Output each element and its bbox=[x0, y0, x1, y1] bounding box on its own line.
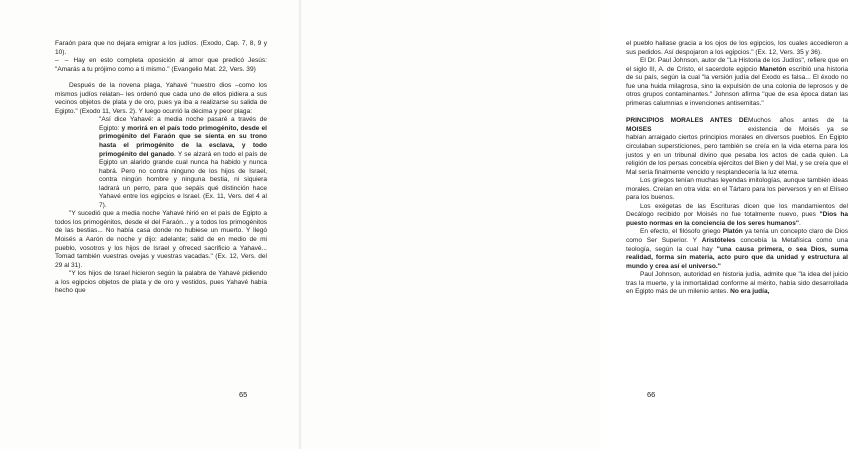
section-heading: PRINCIPIOS MORALES ANTES DE MOISES bbox=[626, 117, 748, 133]
silver-gold-paragraph: "Y los hijos de Israel hicieron según la palabra de Yahavé pidiendo a los egipcios objetos de plata y de oro y vestidos, pues Yahavé había hecho que bbox=[55, 270, 267, 295]
left-page bbox=[0, 0, 300, 449]
exegetes-end: . bbox=[799, 219, 801, 227]
page-number-left: 65 bbox=[239, 390, 248, 399]
tenth-plague-start: "Así dice Yahavé: a media noche pasaré a través de Egipto: bbox=[99, 116, 267, 132]
platon-middle: ya tenía un concepto claro de Dios como Ser Superior. Y bbox=[626, 228, 848, 245]
quote-text: Hay en esto completa oposición al amor que predicó Jesús: "Amarás a tu prójimo como a ti mismo." (Evangelio Mat. 22, Vers. 39) bbox=[55, 57, 267, 73]
quote-dash: – – bbox=[55, 57, 70, 65]
manethon-name: Manetón bbox=[759, 65, 787, 73]
tenth-plague-end: . Y se alzará en todo el país de Egipto un alarido grande cual nunca ha habido y nunca habrá. Pero no contra ninguno de los hijos de Israel, contra ningún hombre y ninguna bestia, ni siquiera ladrará un perro, para que sepáis qué distinción hace Yahavé entre los egipcios e Israel. (Ex. 11, Vers. del 4 al 7). bbox=[99, 150, 267, 209]
greeks-paragraph: Los griegos tenían muchas leyendas imitologías, aunque también ideas morales. Creían en otra vida: en el Tártaro para los perversos y en el Elíseo para los buenos. bbox=[626, 177, 848, 202]
aristoteles-name: Aristóteles bbox=[701, 237, 736, 245]
left-page-text bbox=[55, 40, 267, 296]
section-text: Muchos años antes de la existencia de Moisés ya se habían arraigado ciertos principios morales en diversos pueblos. En Egipto circulaban supersticiones, pero también se creía en la vida eterna para los justos y en un tribunal divino que pesaba los actos de cada quien. La religión de los persas concebía ejércitos del Bien y del Mal, y se creía que el Mal sería finalmente vencido y resplandecería la luz eterna. bbox=[626, 117, 848, 176]
jesus-quote bbox=[55, 57, 267, 74]
platon-theology: concebía la Metafísica como una teología, según la cual hay bbox=[626, 237, 848, 253]
johnson-egypt-paragraph bbox=[626, 271, 848, 297]
johnson-suffix: escribió una historia de su país, según la cual "la versión judía del Exodo es falsa... El éxodo no fue una huida milagrosa, sino la expulsión de una colonia de leprosos y de otros grupos contaminantes." Johnson afirma "que de esa época datan las primeras calumnias e invenciones antisemitas." bbox=[626, 65, 848, 107]
exegetes-start: Los exégetas de las Escrituras dicen que los mandamientos del Decálogo recibido por Moisés no fue totalmente nuevo, pues bbox=[626, 202, 848, 219]
ninth-plague-paragraph bbox=[55, 82, 267, 116]
tenth-plague-quote bbox=[55, 116, 267, 210]
right-page bbox=[300, 0, 848, 449]
johnson-paragraph bbox=[626, 57, 848, 108]
platon-intro: En efecto, el filósofo griego bbox=[640, 228, 721, 236]
firstborn-paragraph: "Y sucedió que a media noche Yahavé hirió en el país de Egipto a todos los primogénitos, desde el del Faraón... y a todos los primogénitos de las bestias... No había casa donde no hubiese un muerto. Y llegó Moisés a Aarón de noche y dijo: adelante; salid de en medio de mi pueblo, vosotros y los hijos de Israel y ofreced sacrificio a Yahavé... Tomad también vuestras ovejas y vuestras vacadas." (Ex. 12, Vers. del 29 al 31). bbox=[55, 210, 267, 269]
tenth-plague-bold: y morirá en el país todo primogénito, desde el primogénito del Faraón que se sienta en su trono hasta el primogénito de la esclava, y todo primogénito del ganado bbox=[99, 124, 267, 158]
johnson-egypt-text: Paul Johnson, autoridad en historia judía, admite que "la idea del juicio tras la muerte, y la inmortalidad conforme al mérito, había sido desarrollada en Egipto más de un milenio antes. bbox=[626, 271, 848, 296]
exegetes-paragraph bbox=[626, 203, 848, 229]
left-continuation: Faraón para que no dejara emigrar a los judíos. (Exodo, Cap. 7, 8, 9 y 10). bbox=[55, 40, 267, 56]
right-continuation: el pueblo hallase gracia a los ojos de los egipcios, los cuales accedieron a sus pedidos. Así despojaron a los egipcios." (Ex. 12, Vers. 35 y 36). bbox=[626, 40, 848, 56]
first-cause-bold: "una causa primera, o sea Dios, suma realidad, forma sin materia, acto puro que da unidad y estructura al mundo y crea así el universo." bbox=[626, 245, 848, 270]
ninth-plague-intro: Después de la novena plaga, Yahavé "nuestro dios –como los mismos judíos relatan– les ordenó que cada uno de ellos pidiera a sus vecinos objetos de plata y de oro, pues ya iba a realizarse su salida de Egipto." (Exodo 11, Vers. 2). Y luego ocurrió la décima y peor plaga: bbox=[55, 82, 267, 115]
johnson-prefix: El Dr. Paul Johnson, autor de "La Historia de los Judíos", refiere que en el siglo III, A. de Cristo, el sacerdote egipcio bbox=[626, 57, 848, 73]
right-page-text bbox=[626, 40, 848, 297]
platon-paragraph bbox=[626, 228, 848, 271]
not-jewish-bold: No era judía, bbox=[730, 288, 770, 296]
exegetes-bold: "Dios ha puesto normas en la conciencia de los seres humanos" bbox=[626, 211, 848, 227]
page-number-right: 66 bbox=[647, 390, 656, 399]
moral-principles-section bbox=[626, 117, 848, 177]
platon-name: Platón bbox=[722, 228, 743, 236]
